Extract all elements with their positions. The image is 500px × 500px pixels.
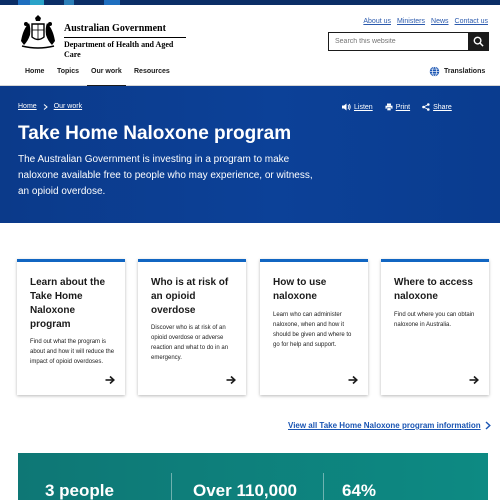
search-input[interactable] bbox=[329, 33, 468, 50]
breadcrumb-home[interactable]: Home bbox=[18, 103, 37, 110]
chevron-right-icon bbox=[43, 104, 48, 110]
stats-divider bbox=[323, 473, 324, 500]
card-how-to-use[interactable] bbox=[260, 259, 368, 395]
chevron-right-icon bbox=[485, 421, 491, 430]
share-label: Share bbox=[433, 103, 452, 111]
coat-of-arms-icon[interactable] bbox=[18, 15, 58, 51]
main-nav bbox=[0, 60, 500, 86]
share-button[interactable] bbox=[422, 103, 452, 111]
hero-banner bbox=[0, 86, 500, 223]
card-title: Where to access naloxone bbox=[394, 277, 473, 302]
government-branding[interactable] bbox=[64, 23, 186, 60]
globe-icon bbox=[429, 66, 440, 77]
breadcrumb-our-work[interactable]: Our work bbox=[53, 103, 83, 110]
card-description: Find out what the program is about and how it will reduce the impact of opioid overdoses. bbox=[30, 339, 115, 365]
arrow-right-icon bbox=[105, 375, 115, 385]
nav-item-topics[interactable]: Topics bbox=[57, 68, 80, 75]
page-intro: The Australian Government is investing in a program to make naloxone available free to people who may experience, or witness, an opioid overdose. bbox=[18, 154, 313, 197]
print-button[interactable] bbox=[385, 103, 410, 111]
stats-divider bbox=[171, 473, 172, 500]
listen-button[interactable] bbox=[342, 103, 373, 111]
nav-item-our-work[interactable]: Our work bbox=[91, 68, 122, 75]
card-description: Learn who can administer naloxone, when and how it should be given and where to go for help and support. bbox=[273, 312, 352, 348]
stats-band bbox=[18, 453, 488, 500]
card-who-is-at-risk[interactable] bbox=[138, 259, 246, 395]
speaker-icon bbox=[342, 103, 351, 111]
listen-label: Listen bbox=[354, 103, 373, 111]
view-all-link[interactable] bbox=[288, 421, 491, 430]
about-us-link[interactable]: About us bbox=[363, 18, 391, 25]
search-button[interactable] bbox=[468, 33, 488, 50]
translations-label: Translations bbox=[444, 68, 486, 75]
share-icon bbox=[422, 103, 430, 111]
arrow-right-icon bbox=[348, 375, 358, 385]
utility-links bbox=[363, 18, 488, 25]
arrow-right-icon bbox=[469, 375, 479, 385]
nav-item-home[interactable]: Home bbox=[25, 68, 45, 75]
card-title: Who is at risk of an opioid overdose bbox=[151, 277, 229, 316]
card-description: Discover who is at risk of an opioid overdose or adverse reaction and what to do in an emergency. bbox=[151, 325, 229, 361]
page-tools bbox=[342, 103, 452, 111]
department-name: Department of Health and Aged Care bbox=[64, 40, 174, 59]
search-form bbox=[328, 32, 489, 51]
translations-button[interactable] bbox=[429, 66, 485, 77]
ministers-link[interactable]: Ministers bbox=[397, 18, 426, 25]
stat-value: Over 110,000 bbox=[193, 481, 297, 500]
view-all-label: View all Take Home Naloxone program information bbox=[288, 421, 481, 430]
stat-value: 64% bbox=[342, 481, 377, 500]
card-title: Learn about the Take Home Naloxone program bbox=[30, 277, 106, 330]
card-where-to-access[interactable] bbox=[381, 259, 489, 395]
breadcrumb bbox=[18, 103, 82, 110]
branding-divider bbox=[64, 37, 186, 38]
arrow-right-icon bbox=[226, 375, 236, 385]
nav-item-resources[interactable]: Resources bbox=[134, 68, 170, 75]
government-name: Australian Government bbox=[64, 23, 166, 34]
printer-icon bbox=[385, 103, 393, 111]
page-title: Take Home Naloxone program bbox=[18, 123, 292, 144]
card-grid bbox=[17, 259, 488, 395]
card-description: Find out where you can obtain naloxone in Australia. bbox=[394, 312, 475, 328]
site-header bbox=[0, 5, 500, 60]
search-icon bbox=[473, 36, 484, 47]
news-link[interactable]: News bbox=[431, 18, 449, 25]
contact-us-link[interactable]: Contact us bbox=[454, 18, 488, 25]
card-title: How to use naloxone bbox=[273, 277, 327, 302]
card-learn-about-program[interactable] bbox=[17, 259, 125, 395]
print-label: Print bbox=[395, 103, 411, 111]
stat-value: 3 people bbox=[45, 481, 114, 500]
